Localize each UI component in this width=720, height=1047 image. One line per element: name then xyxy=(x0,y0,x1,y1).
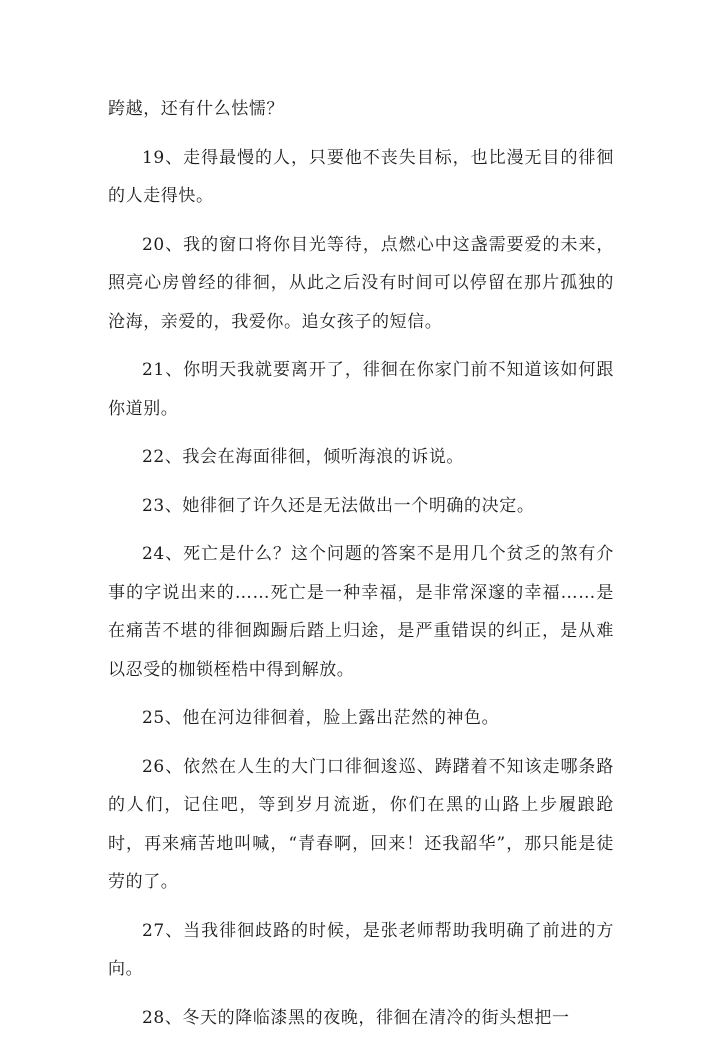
paragraph-25: 25、他在河边徘徊着，脸上露出茫然的神色。 xyxy=(142,708,500,728)
paragraph-26: 26、依然在人生的大门口徘徊逡巡、踌躇着不知该走哪条路的人们，记住吧，等到岁月流逝，你们在黑的山路上步履踉跄时，再来痛苦地叫喊，“青春啊，回来！还我韶华”，那只能是徒劳的了。 xyxy=(108,756,614,892)
paragraph-22: 22、我会在海面徘徊，倾听海浪的诉说。 xyxy=(142,447,465,467)
paragraph-20: 20、我的窗口将你目光等待，点燃心中这盏需要爱的未来，照亮心房曾经的徘徊，从此之后没有时间可以停留在那片孤独的沧海，亲爱的，我爱你。追女孩子的短信。 xyxy=(108,234,614,332)
paragraph-23: 23、她徘徊了许久还是无法做出一个明确的决定。 xyxy=(142,495,535,516)
paragraph-continuation: 跨越，还有什么怯懦？ xyxy=(108,99,284,119)
paragraph-28: 28、冬天的降临漆黑的夜晚，徘徊在清冷的街头想把一 xyxy=(142,1007,570,1028)
paragraph-21: 21、你明天我就要离开了，徘徊在你家门前不知道该如何跟你道别。 xyxy=(108,360,614,419)
paragraph-19: 19、走得最慢的人，只要他不丧失目标，也比漫无目的徘徊的人走得快。 xyxy=(108,147,614,206)
paragraph-27: 27、当我徘徊歧路的时候，是张老师帮助我明确了前进的方向。 xyxy=(108,920,614,979)
document-body xyxy=(108,90,614,1047)
paragraph-24: 24、死亡是什么？这个问题的答案不是用几个贫乏的煞有介事的字说出来的……死亡是一种幸福，是非常深邃的幸福……是在痛苦不堪的徘徊踟蹰后踏上归途，是严重错误的纠正，是从难以忍受的枷锁桎梏中得到解放。 xyxy=(108,544,614,680)
